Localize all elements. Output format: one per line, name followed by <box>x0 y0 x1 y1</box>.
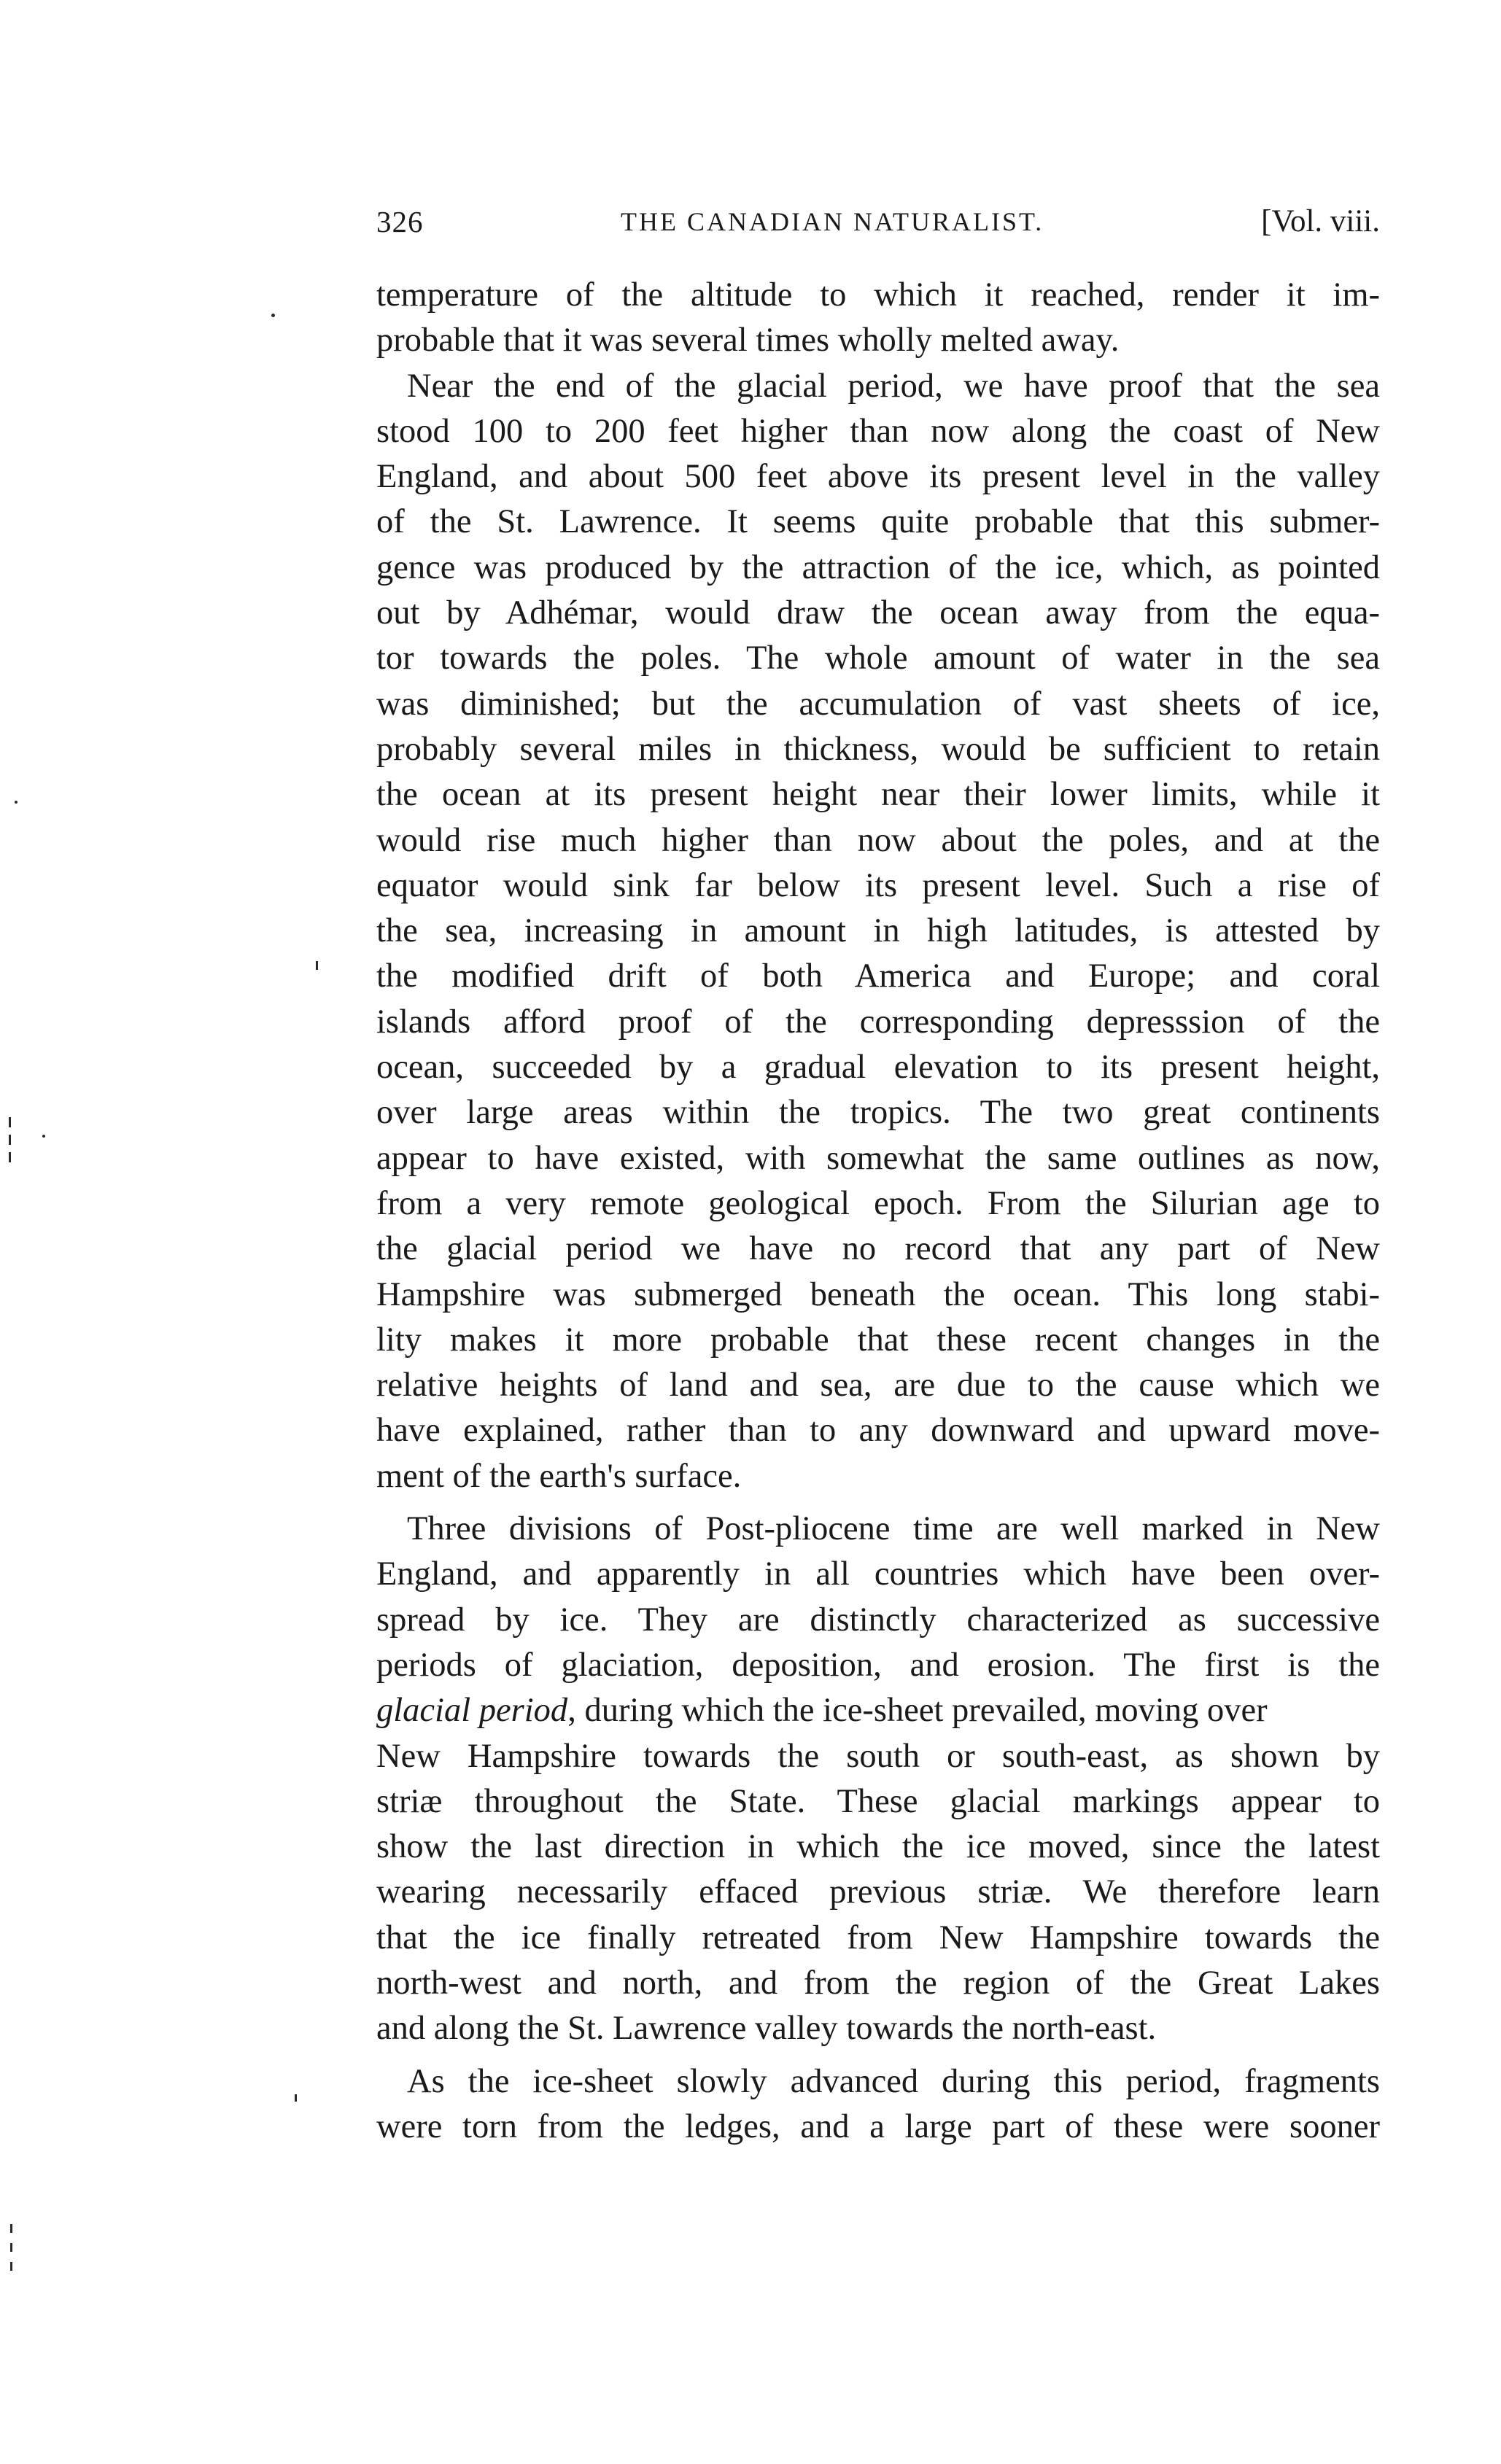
text-line: probable that it was several times wholly melted away. <box>376 322 1120 360</box>
page-number: 326 <box>376 205 424 238</box>
body-text <box>376 273 1380 2150</box>
scan-speck <box>9 1152 11 1162</box>
text-line: probably several miles in thickness, would be sufficient to retain <box>376 730 1380 768</box>
page-header <box>376 200 1380 244</box>
text-line: wearing necessarily effaced previous striæ. We therefore learn <box>376 1873 1380 1911</box>
text-line: spread by ice. They are distinctly characterized as successive <box>376 1601 1380 1639</box>
text-line: islands afford proof of the corresponding depresssion of the <box>376 1003 1380 1041</box>
text-line: England, and about 500 feet above its present level in the valley <box>376 458 1380 496</box>
text-line: appear to have existed, with somewhat the same outlines as now, <box>376 1139 1380 1177</box>
paragraph-gap <box>376 2052 1380 2059</box>
text-line: of the St. Lawrence. It seems quite probable that this submer- <box>376 503 1380 541</box>
scan-speck <box>42 1135 45 1138</box>
text-line: Three divisions of Post-pliocene time are well marked in New <box>407 1510 1380 1548</box>
scan-speck <box>9 1135 11 1145</box>
text-line: the glacial period we have no record that any part of New <box>376 1230 1380 1268</box>
text-line: was diminished; but the accumulation of vast sheets of ice, <box>376 685 1380 723</box>
text-line: ment of the earth's surface. <box>376 1457 742 1495</box>
text-line <box>376 1688 1380 1733</box>
scan-speck <box>316 961 318 970</box>
text-line: and along the St. Lawrence valley towards the north-east. <box>376 2010 1157 2048</box>
text-line: from a very remote geological epoch. From the Silurian age to <box>376 1184 1380 1222</box>
text-line: temperature of the altitude to which it reached, render it im- <box>376 276 1380 314</box>
text-line: striæ throughout the State. These glacial markings appear to <box>376 1782 1380 1820</box>
running-title: THE CANADIAN NATURALIST. <box>621 207 1044 236</box>
text-line: have explained, rather than to any downward and upward move- <box>376 1412 1380 1450</box>
text-line: out by Adhémar, would draw the ocean away from the equa- <box>376 594 1380 632</box>
text-line: Hampshire was submerged beneath the ocean. This long stabi- <box>376 1275 1380 1313</box>
text-line: north-west and north, and from the region of the Great Lakes <box>376 1964 1380 2002</box>
text-line: New Hampshire towards the south or south-east, as shown by <box>376 1737 1380 1775</box>
text-line: relative heights of land and sea, are due to the cause which we <box>376 1367 1380 1404</box>
text-line: tor towards the poles. The whole amount of water in the sea <box>376 640 1380 677</box>
text-line: lity makes it more probable that these recent changes in the <box>376 1321 1380 1359</box>
text-line: that the ice finally retreated from New Hampshire towards the <box>376 1919 1380 1956</box>
text-line-fragment: , during which the ice-sheet prevailed, moving over <box>567 1692 1268 1730</box>
text-line: Near the end of the glacial period, we have proof that the sea <box>407 367 1380 405</box>
text-line: were torn from the ledges, and a large part of these were sooner <box>376 2107 1380 2145</box>
scan-speck <box>271 314 275 317</box>
text-line: ocean, succeeded by a gradual elevation to its present height, <box>376 1049 1380 1087</box>
scan-speck <box>15 801 18 804</box>
text-line: stood 100 to 200 feet higher than now along the coast of New <box>376 412 1380 450</box>
scan-speck <box>10 2262 12 2271</box>
text-line: As the ice-sheet slowly advanced during this period, fragments <box>407 2062 1380 2100</box>
scan-speck <box>10 2243 12 2252</box>
scan-speck <box>9 1117 11 1127</box>
scan-speck <box>10 2224 12 2233</box>
text-line: the sea, increasing in amount in high latitudes, is attested by <box>376 912 1380 950</box>
text-line: the ocean at its present height near their lower limits, while it <box>376 776 1380 814</box>
text-line: England, and apparently in all countries which have been over- <box>376 1555 1380 1593</box>
scan-speck <box>295 2094 297 2102</box>
volume-label: [Vol. viii. <box>1261 204 1380 238</box>
paragraph-gap <box>376 1499 1380 1507</box>
text-line: periods of glaciation, deposition, and erosion. The first is the <box>376 1646 1380 1684</box>
text-line: would rise much higher than now about the poles, and at the <box>376 821 1380 859</box>
text-line: gence was produced by the attraction of the ice, which, as pointed <box>376 548 1380 586</box>
text-line: show the last direction in which the ice moved, since the latest <box>376 1828 1380 1866</box>
text-line: over large areas within the tropics. The two great continents <box>376 1094 1380 1132</box>
emphasis-glacial-period: glacial period <box>376 1692 568 1730</box>
text-line: equator would sink far below its present level. Such a rise of <box>376 866 1380 904</box>
text-line: the modified drift of both America and Europe; and coral <box>376 957 1380 995</box>
